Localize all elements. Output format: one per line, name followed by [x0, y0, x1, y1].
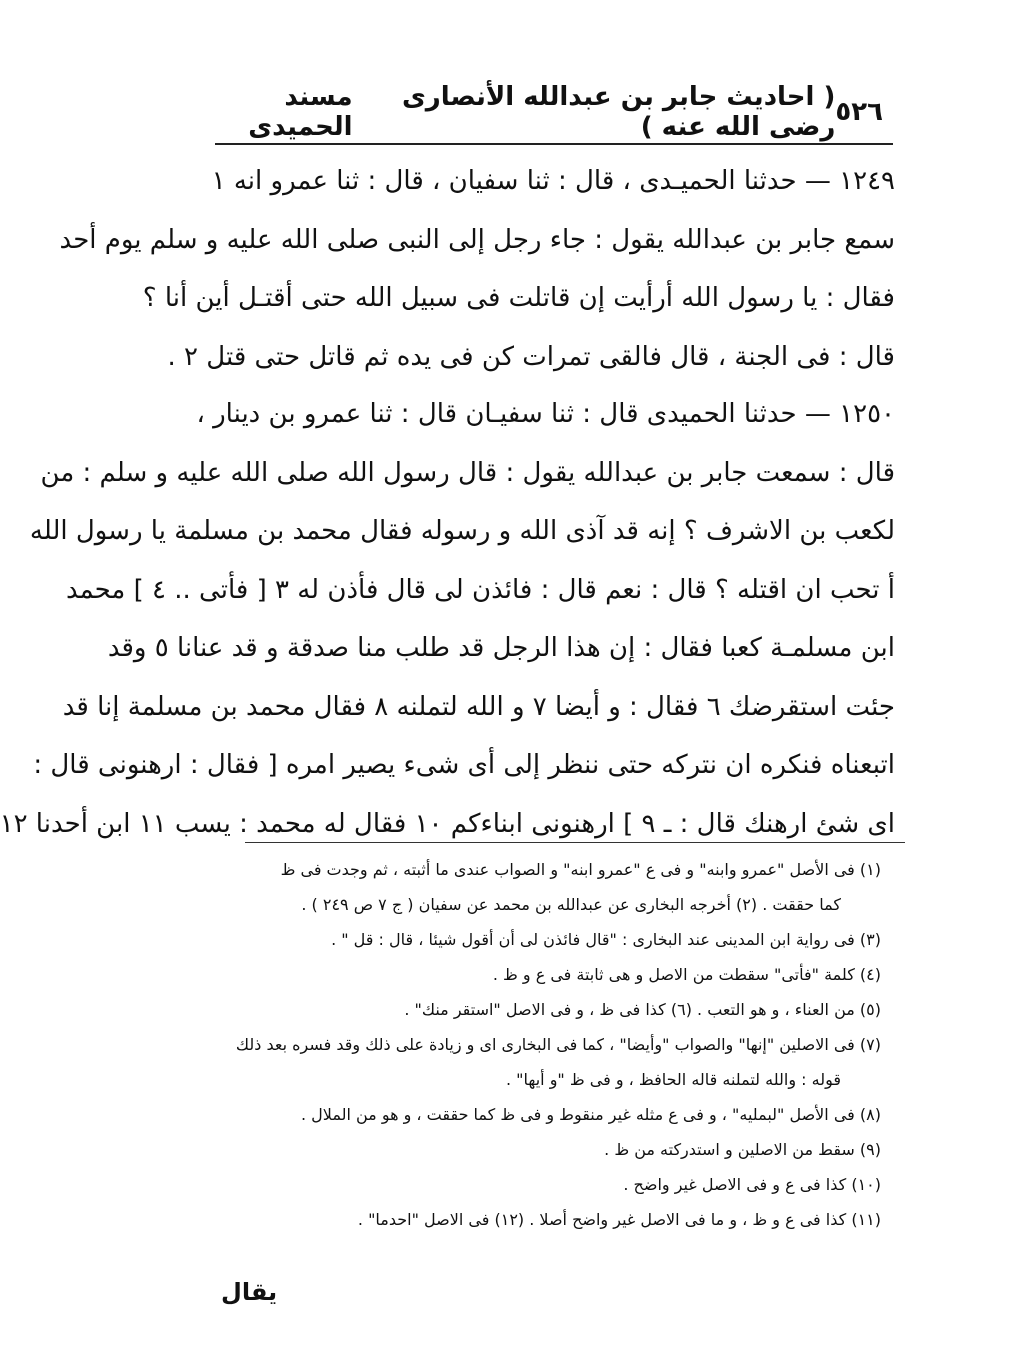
- footnote: (١٠) كذا فى ع و فى الاصل غير واضح .: [623, 1175, 881, 1194]
- hadith-line: ١٢٤٩ — حدثنا الحميـدى ، قال : ثنا سفيان ، قال : ثنا عمرو انه ١: [211, 166, 895, 196]
- footnote: (٥) من العناء ، و هو التعب . (٦) كذا فى ظ ، و فى الاصل "استقر منك" .: [404, 1000, 881, 1019]
- hadith-line: جئت استقرضك ٦ فقال : و أيضا ٧ و الله لتملنه ٨ فقال محمد بن مسلمة إنا قد: [62, 691, 895, 722]
- footnote: (٧) فى الاصلين "إنها" والصواب "وأيضا" ، كما فى البخارى اى و زيادة على ذلك وقد فسره بعد ذلك: [235, 1035, 881, 1054]
- hadith-line: اى شئ ارهنك قال : ـ ٩ ] ارهنونى ابناءكم ١٠ فقال له محمد : يسب ١١ ابن أحدنا ١٢: [0, 808, 895, 839]
- footnote: قوله : والله لتملنه قاله الحافظ ، و فى ظ "و أيها" .: [505, 1070, 841, 1089]
- hadith-line: ١٢٥٠ — حدثنا الحميدى قال : ثنا سفيـان قال : ثنا عمرو بن دينار ،: [196, 399, 895, 429]
- footnote: (١١) كذا فى ع و ظ ، و ما فى الاصل غير واضح أصلا . (١٢) فى الاصل "احدما" .: [357, 1210, 881, 1229]
- footnote: كما حققت . (٢) أخرجه البخارى عن عبدالله بن محمد عن سفيان ( ج ٧ ص ٢٤٩ ) .: [301, 895, 841, 914]
- footnote: (٤) كلمة "فأتى" سقطت من الاصل و هى ثابتة فى ع و ظ .: [492, 965, 881, 984]
- hadith-line: قال : سمعت جابر بن عبدالله يقول : قال رسول الله صلى الله عليه و سلم : من: [40, 457, 895, 488]
- book-title: مسند الحميدى: [248, 82, 353, 142]
- footnote: (٣) فى رواية ابن المدينى عند البخارى : "قال فائذن لى أن أقول شيئا ، قال : قل " .: [331, 930, 881, 949]
- footnotes: [211, 852, 881, 1237]
- running-title: ( احاديث جابر بن عبدالله الأنصارى رضى الله عنه ): [401, 82, 836, 142]
- hadith-1249: [59, 152, 895, 386]
- page-number: ٥٢٦: [835, 97, 883, 127]
- footnote-divider: [245, 842, 905, 843]
- header-divider: [215, 143, 893, 145]
- footnote: (٩) سقط من الاصلين و استدركته من ظ .: [604, 1140, 881, 1159]
- hadith-line: سمع جابر بن عبدالله يقول : جاء رجل إلى النبى صلى الله عليه و سلم يوم أحد: [59, 224, 895, 255]
- hadith-line: أ تحب ان اقتله ؟ قال : نعم قال : فائذن لى قال فأذن له ٣ [ فأتى .. ٤ ] محمد: [65, 574, 895, 605]
- hadith-line: فقال : يا رسول الله أرأيت إن قاتلت فى سبيل الله حتى أقتـل أين أنا ؟: [142, 283, 895, 313]
- running-header: [215, 82, 883, 142]
- hadith-line: لكعب بن الاشرف ؟ إنه قد آذى الله و رسوله فقال محمد بن مسلمة يا رسول الله: [29, 516, 895, 546]
- hadith-line: اتبعناه فنكره ان نتركه حتى ننظر إلى أى شىء يصير امره [ فقال : ارهنونى قال :: [33, 750, 895, 780]
- footnote: (٨) فى الأصل "لبمليه" ، و فى ع مثله غير منقوط و فى ظ كما حققت ، و هو من الملال .: [300, 1105, 881, 1124]
- hadith-1250: [0, 385, 895, 853]
- hadith-line: ابن مسلمـة كعبا فقال : إن هذا الرجل قد طلب منا صدقة و قد عنانا ٥ وقد: [107, 633, 895, 663]
- catchword: يقال: [221, 1278, 278, 1306]
- footnote: (١) فى الأصل "عمرو وابنه" و فى ع "عمرو ابنه" و الصواب عندى ما أثبته ، ثم وجدت فى ظ: [280, 860, 881, 879]
- hadith-line: قال : فى الجنة ، قال فالقى تمرات كن فى يده ثم قاتل حتى قتل ٢ .: [167, 341, 895, 372]
